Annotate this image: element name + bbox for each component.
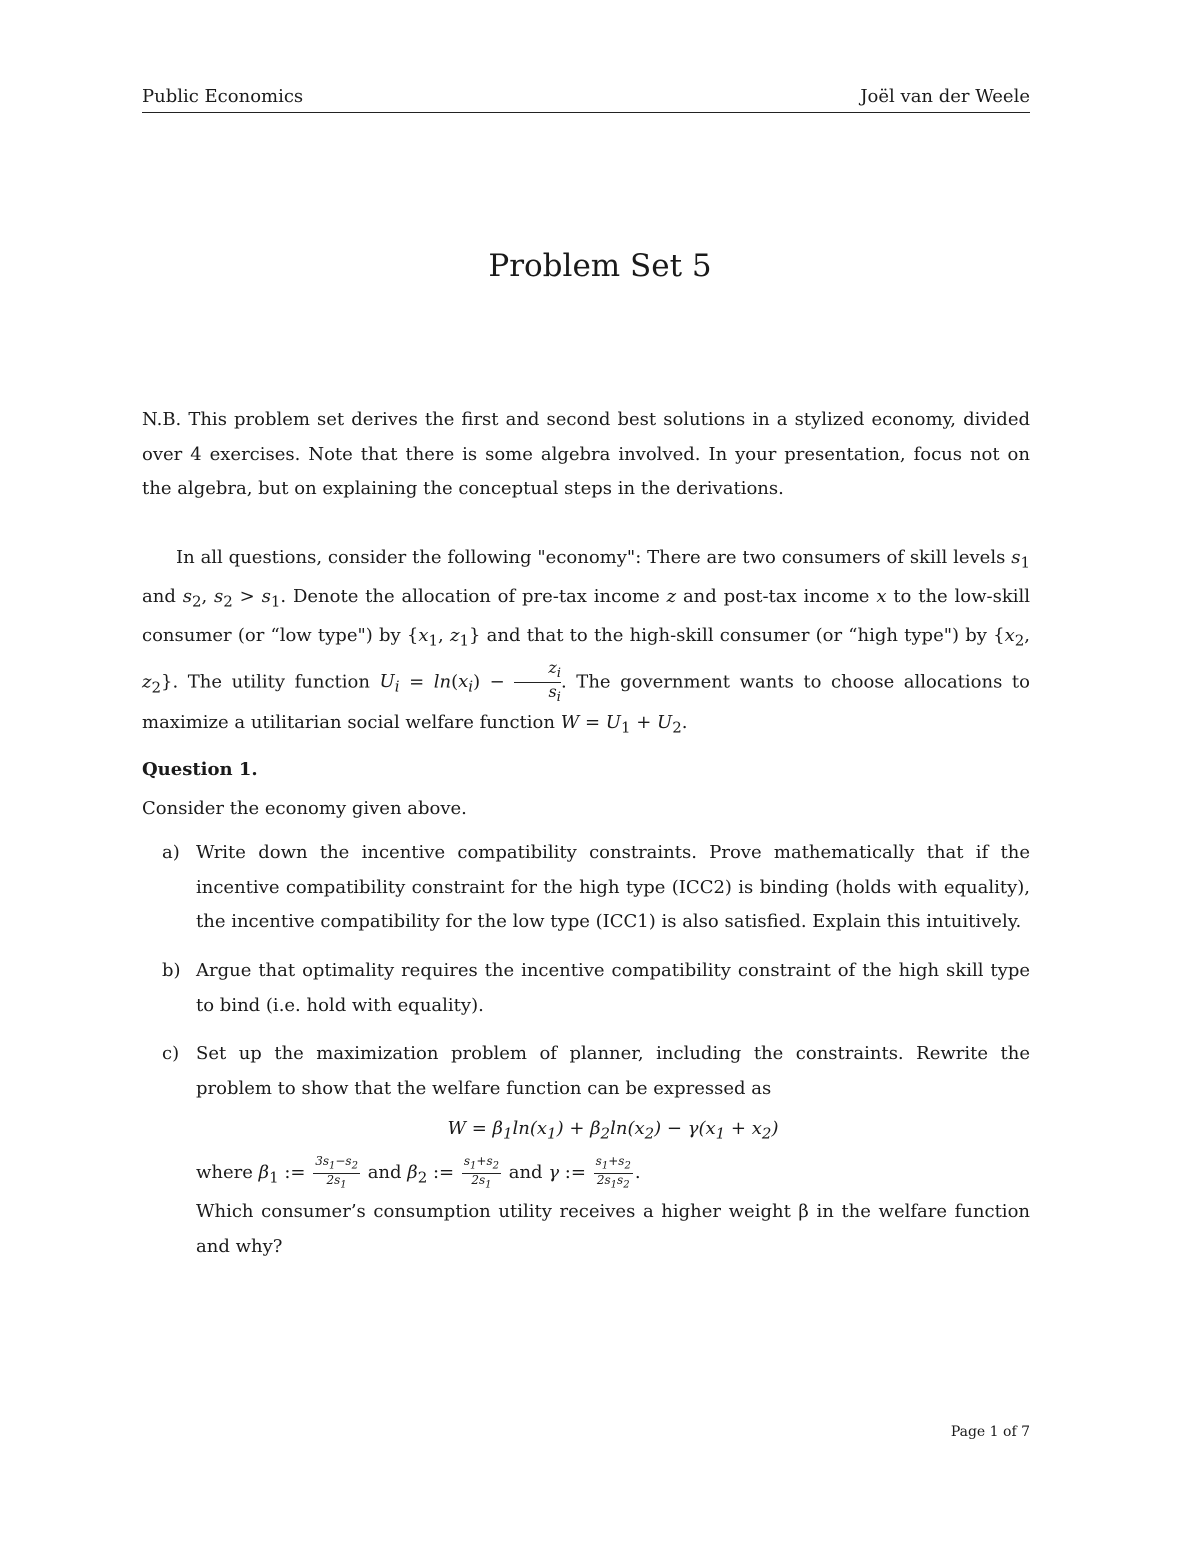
economy-text-6: . The utility function xyxy=(172,671,370,693)
question-1c xyxy=(142,1037,1030,1265)
item-body xyxy=(196,1037,1030,1265)
item-text: Which consumer’s consumption utility receives a higher weight β in the welfare function and why? xyxy=(196,1201,1030,1258)
where-word: where xyxy=(196,1162,253,1184)
weight-definitions: where $\beta_1$ := $\frac{3s_1-s_2}{2s_1}$ and $\beta_2$ := $\frac{s_1+s_2}{2s_1}$ and γ := $\frac{s_1+s_2}{2s_1s_2}$ . xyxy=(196,1154,641,1191)
economy-paragraph: In all questions, consider the following "economy": There are two consumers of skill levels $s_1$ and $s_2$, $s_2 > s_1$. Denote the allocation of pre-tax income z and post-tax income x to the low-skill consumer (or “low type") by {$x_1$, $z_1$} and that to the high-skill consumer (or “high type") by {$x_2$, $z_2$}. The utility function $U_i = \ln(x_i)$ − $\frac{z_i}{s_i}$ . The government wants to choose allocations to maximize a utilitarian social welfare function $W = U_1 + U_2$. xyxy=(142,547,1031,737)
utility-fraction: $\frac{z_i}{s_i}$ xyxy=(514,659,561,706)
question-1b xyxy=(142,954,1030,1023)
economy-text-7: . The government wants to choose allocations to maximize a utilitarian social welfare function xyxy=(142,671,1030,733)
gamma-fraction: $\frac{s_1+s_2}{2s_1s_2}$ xyxy=(595,1154,631,1191)
economy-text-4: to the low-skill consumer (or “low type") by xyxy=(142,586,1031,647)
nb-paragraph: N.B. This problem set derives the first and second best solutions in a stylized economy, divided over 4 exercises. Note that there is some algebra involved. In your presentation, focus not on the algebra, but on explaining the conceptual steps in the derivations. xyxy=(142,409,1030,500)
question-1-intro: Consider the economy given above. xyxy=(142,798,467,819)
item-label: b) xyxy=(162,960,181,981)
and-word: and xyxy=(508,1162,543,1184)
and-word: and xyxy=(367,1162,402,1184)
beta2-fraction: $\frac{s_1+s_2}{2s_1}$ xyxy=(463,1154,499,1191)
item-text: Set up the maximization problem of planner, including the constraints. Rewrite the problem to show that the welfare function can be expressed as xyxy=(196,1043,1030,1099)
page-number: Page 1 of 7 xyxy=(950,1424,1030,1440)
economy-text-2: Denote the allocation of pre-tax income xyxy=(292,586,660,608)
item-text: Write down the incentive compatibility constraints. Prove mathematically that if the incentive compatibility constraint for the high type (ICC2) is binding (holds with equality), the incentive compatibility for the low type (ICC1) is also satisfied. Explain this intuitively. xyxy=(196,842,1030,933)
question-1-heading: Question 1. xyxy=(142,759,258,780)
economy-text-5: and that to the high-skill consumer (or “high type") by xyxy=(486,625,987,647)
item-label: a) xyxy=(162,842,180,863)
header-author: Joël van der Weele xyxy=(860,86,1030,107)
item-text: Argue that optimality requires the incentive compatibility constraint of the high skill type to bind (i.e. hold with equality). xyxy=(196,960,1030,1016)
document-title: Problem Set 5 xyxy=(488,248,712,284)
beta1-fraction: $\frac{3s_1-s_2}{2s_1}$ xyxy=(315,1154,358,1191)
header-course: Public Economics xyxy=(142,86,304,107)
economy-text-3: and post-tax income xyxy=(682,586,870,608)
economy-text-1: In all questions, consider the following "economy": There are two consumers of skill levels xyxy=(176,547,1006,568)
welfare-equation: $W = \beta_1\ln(x_1) + \beta_2\ln(x_2) - \gamma(x_1 + x_2)$ xyxy=(447,1118,779,1143)
page-header xyxy=(142,86,1030,113)
question-1a xyxy=(142,836,1030,940)
item-label: c) xyxy=(162,1043,180,1064)
